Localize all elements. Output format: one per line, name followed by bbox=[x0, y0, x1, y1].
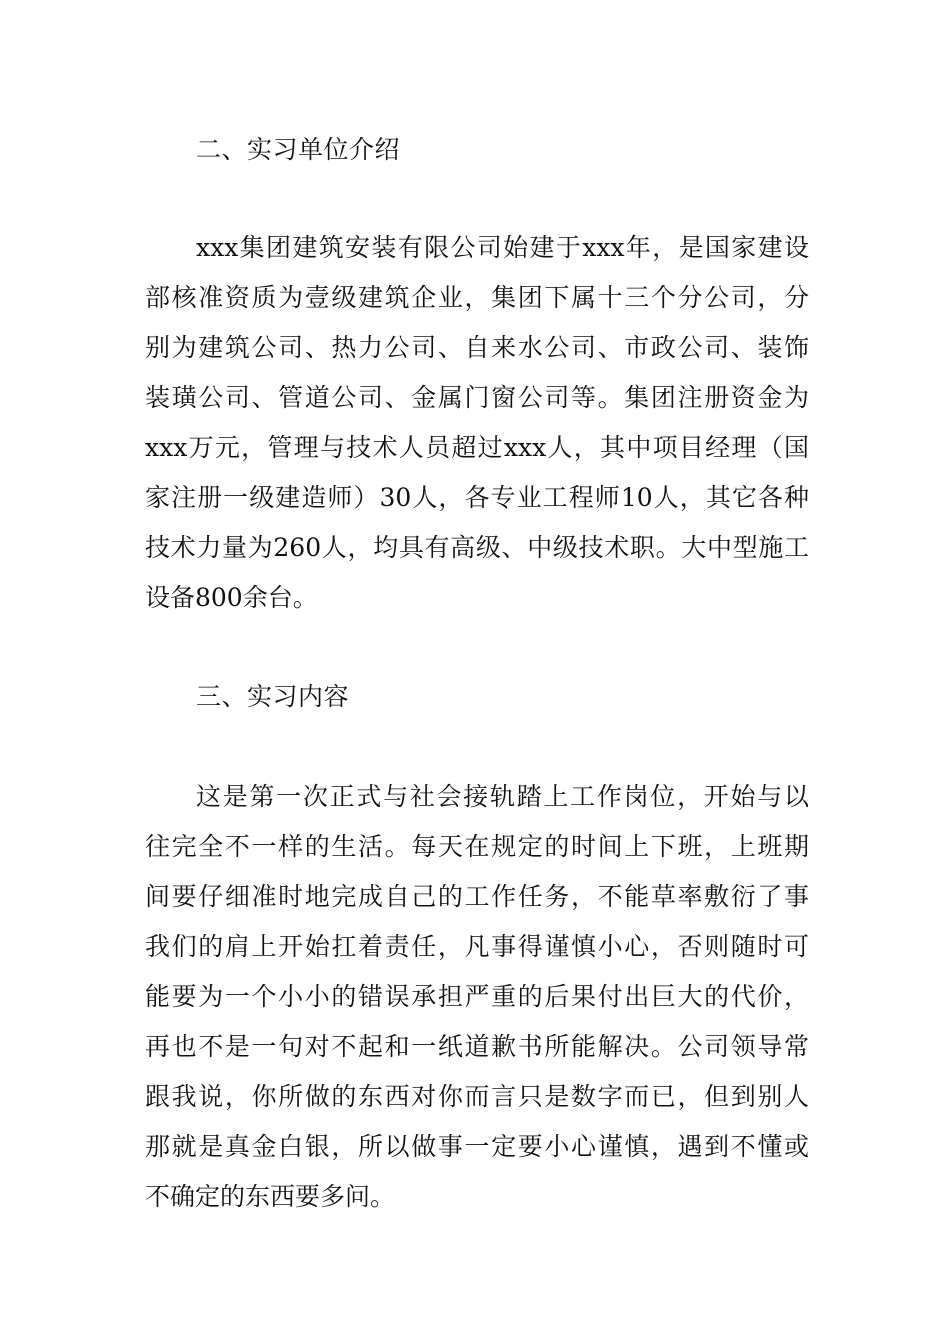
paragraph-internship-content bbox=[145, 772, 809, 1222]
paragraph-line: 技术力量为260人，均具有高级、中级技术职。大中型施工 bbox=[145, 533, 809, 562]
paragraph-line: 间要仔细准时地完成自己的工作任务，不能草率敷衍了事 bbox=[145, 882, 809, 911]
paragraph-line: xxx万元，管理与技术人员超过xxx人，其中项目经理（国 bbox=[145, 433, 809, 462]
paragraph-line: 设备800余台。 bbox=[145, 583, 318, 612]
paragraph-unit-introduction bbox=[145, 223, 809, 623]
paragraph-line: 家注册一级建造师）30人，各专业工程师10人，其它各种 bbox=[145, 483, 809, 512]
paragraph-line: 别为建筑公司、热力公司、自来水公司、市政公司、装饰 bbox=[145, 333, 809, 362]
section-heading-internship-unit: 二、实习单位介绍 bbox=[196, 135, 401, 164]
paragraph-line: xxx集团建筑安装有限公司始建于xxx年，是国家建设 bbox=[196, 233, 809, 262]
paragraph-line: 往完全不一样的生活。每天在规定的时间上下班，上班期 bbox=[145, 832, 809, 861]
paragraph-line: 部核准资质为壹级建筑企业，集团下属十三个分公司，分 bbox=[145, 283, 809, 312]
section-heading-internship-content: 三、实习内容 bbox=[196, 682, 350, 711]
paragraph-line: 我们的肩上开始扛着责任，凡事得谨慎小心，否则随时可 bbox=[145, 932, 809, 961]
paragraph-line: 那就是真金白银，所以做事一定要小心谨慎，遇到不懂或 bbox=[145, 1132, 809, 1161]
paragraph-line: 装璜公司、管道公司、金属门窗公司等。集团注册资金为 bbox=[145, 383, 809, 412]
paragraph-line: 这是第一次正式与社会接轨踏上工作岗位，开始与以 bbox=[196, 782, 809, 811]
paragraph-line: 跟我说，你所做的东西对你而言只是数字而已，但到别人 bbox=[145, 1082, 809, 1111]
paragraph-line: 能要为一个小小的错误承担严重的后果付出巨大的代价， bbox=[145, 982, 809, 1011]
paragraph-line: 再也不是一句对不起和一纸道歉书所能解决。公司领导常 bbox=[145, 1032, 809, 1061]
paragraph-line: 不确定的东西要多问。 bbox=[145, 1182, 396, 1211]
